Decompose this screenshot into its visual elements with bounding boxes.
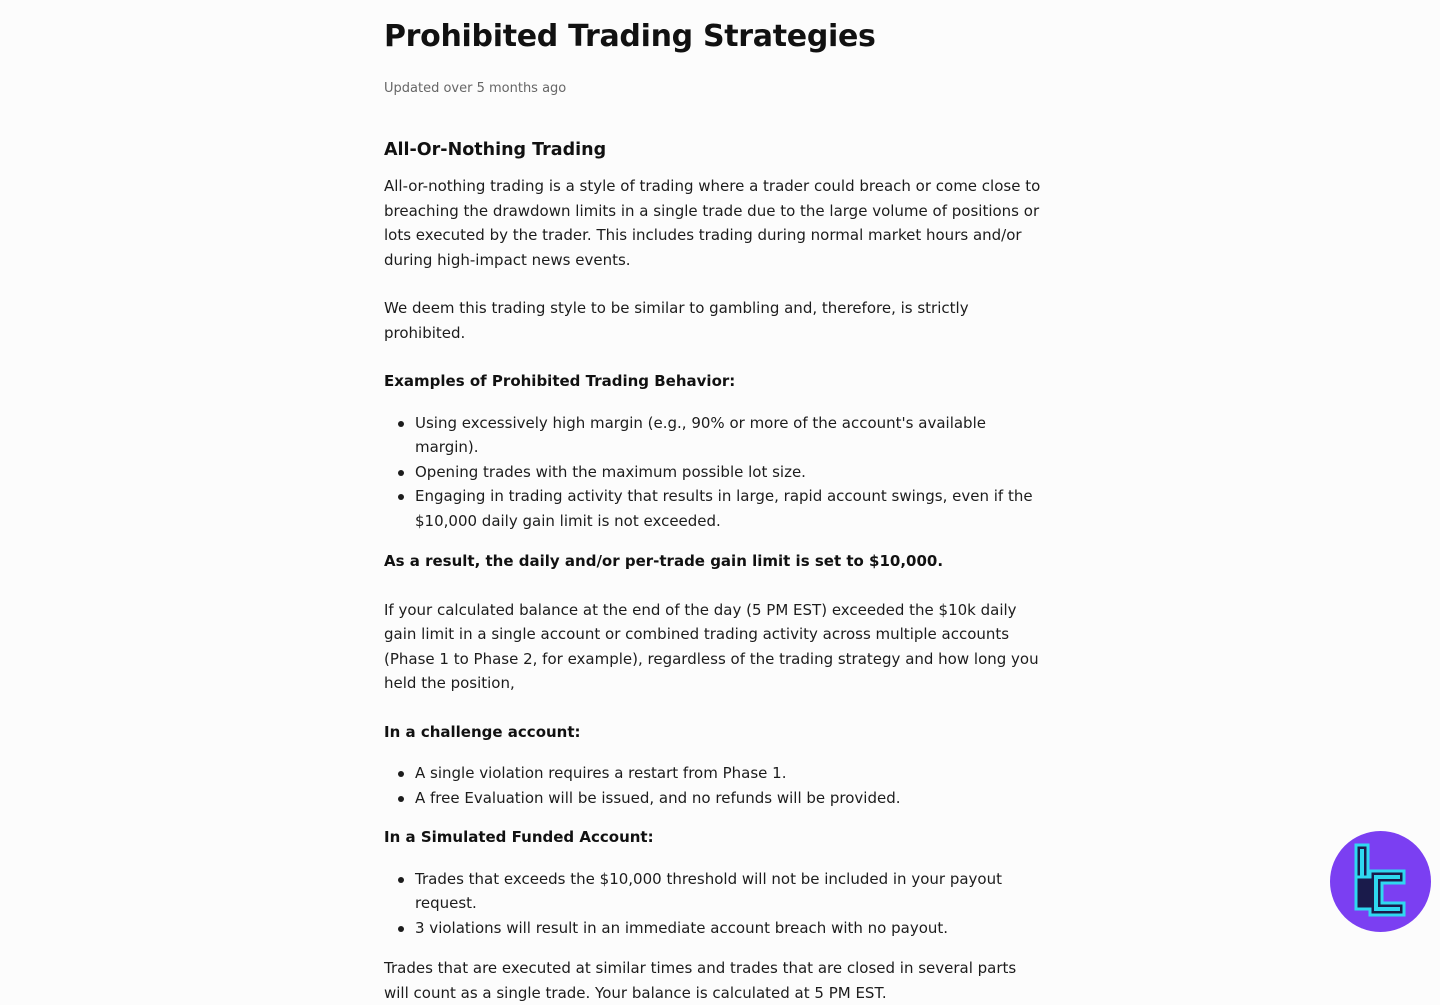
list-item: A free Evaluation will be issued, and no refunds will be provided. [415,786,1044,811]
examples-list [384,411,1044,534]
list-item: Using excessively high margin (e.g., 90% or more of the account's available margin). [415,411,1044,460]
challenge-list [384,761,1044,810]
list-item: 3 violations will result in an immediate account breach with no payout. [415,916,1044,941]
article-body [384,138,1044,1005]
challenge-label: In a challenge account: [384,722,581,741]
funded-label: In a Simulated Funded Account: [384,828,654,846]
tradingfinder-logo-icon[interactable] [1330,831,1431,932]
gambling-paragraph: We deem this trading style to be similar to gambling and, therefore, is strictly prohibited. [384,299,969,342]
updated-timestamp: Updated over 5 months ago [384,81,567,96]
section-heading: All-Or-Nothing Trading [384,140,607,160]
closing-paragraph: Trades that are executed at similar times and trades that are closed in several parts will count as a single trade. Your balance is calculated at 5 PM EST. [384,959,1017,1002]
list-item: Engaging in trading activity that results in large, rapid account swings, even if the $10,000 daily gain limit is not exceeded. [415,484,1044,533]
result-statement: As a result, the daily and/or per-trade gain limit is set to $10,000. [384,552,944,570]
list-item: Trades that exceeds the $10,000 threshold will not be included in your payout request. [415,867,1044,916]
funded-list [384,867,1044,941]
list-item: Opening trades with the maximum possible lot size. [415,460,1044,485]
intro-paragraph: All-or-nothing trading is a style of trading where a trader could breach or come close to breaching the drawdown limits in a single trade due to the large volume of positions or lots executed by the trader. This includes trading during normal market hours and/or during high-impact news events. [384,177,1041,269]
page-title: Prohibited Trading Strategies [384,19,876,54]
balance-paragraph: If your calculated balance at the end of the day (5 PM EST) exceeded the $10k daily gain limit in a single account or combined trading activity across multiple accounts (Phase 1 to Phase 2, for example), regardless of the trading strategy and how long you held the position, [384,600,1039,692]
examples-label: Examples of Prohibited Trading Behavior: [384,372,736,390]
list-item: A single violation requires a restart from Phase 1. [415,761,1044,786]
